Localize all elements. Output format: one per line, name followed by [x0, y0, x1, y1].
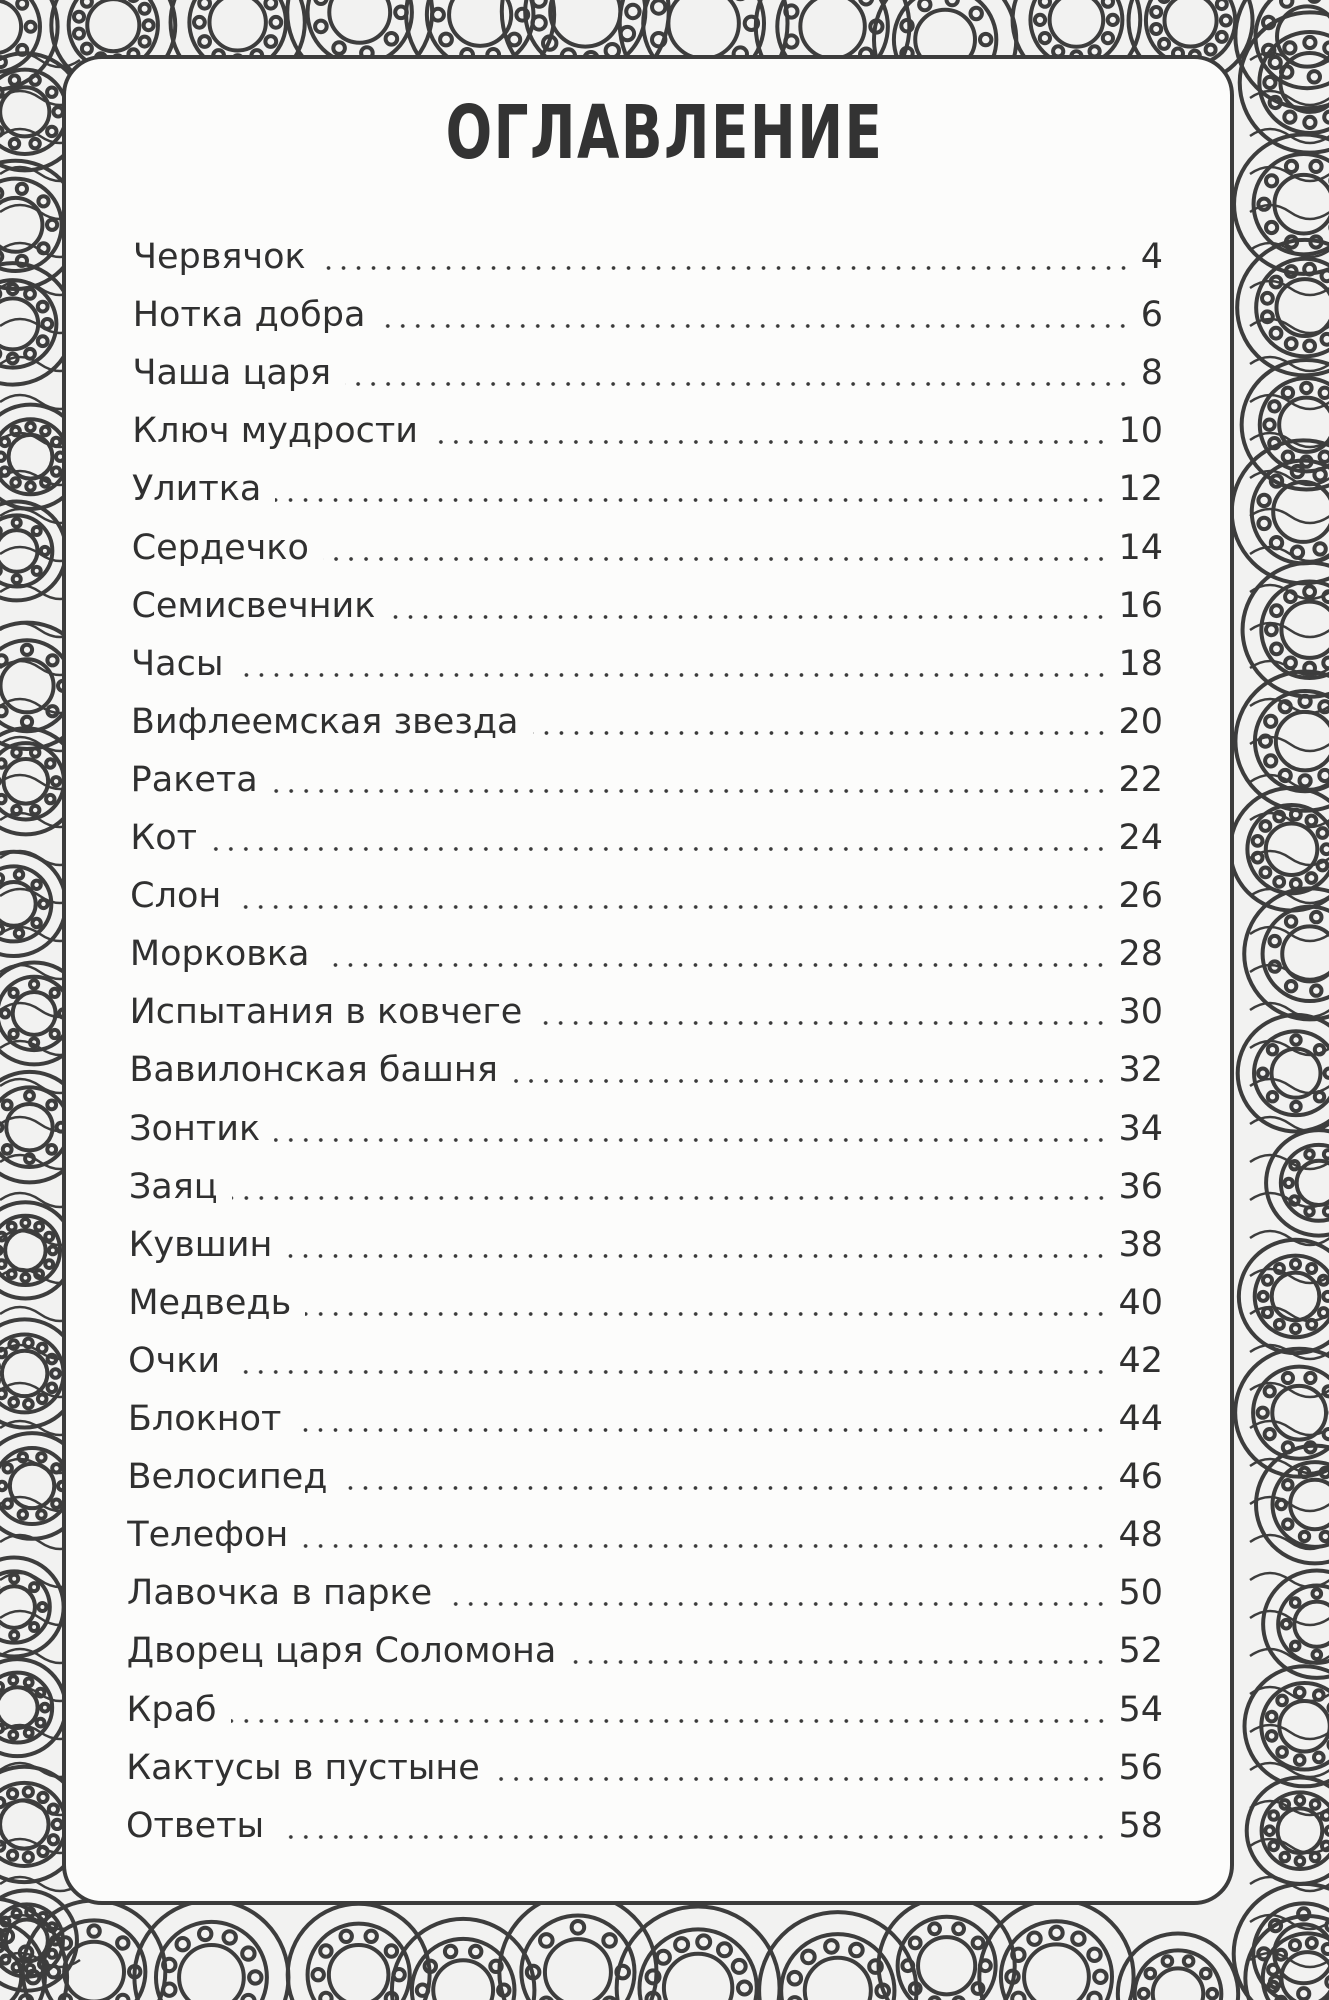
toc-entry[interactable]: [129, 926, 1163, 975]
toc-entry-title: Лавочка в парке: [127, 1573, 433, 1614]
toc-entry[interactable]: [132, 345, 1163, 394]
toc-entry-title: Дворец царя Соломона: [126, 1631, 557, 1672]
toc-entry[interactable]: [130, 868, 1163, 917]
toc-entry[interactable]: [129, 1101, 1163, 1147]
dot-leader: [379, 324, 1130, 328]
dot-leader: [512, 1079, 1109, 1083]
dot-leader: [232, 1196, 1109, 1200]
dot-leader: [302, 1544, 1108, 1548]
toc-entry-page-number: 46: [1118, 1457, 1163, 1498]
toc-entry-page-number: 48: [1118, 1515, 1163, 1556]
toc-entry[interactable]: [126, 1798, 1163, 1844]
toc-entry-page-number: 12: [1118, 469, 1163, 510]
toc-entry-page-number: 52: [1118, 1631, 1163, 1672]
dot-leader: [286, 1254, 1108, 1258]
toc-entry[interactable]: [131, 461, 1163, 510]
toc-entry-title: Ответы: [126, 1805, 265, 1846]
dot-leader: [231, 1719, 1109, 1723]
toc-entry-title: Слон: [130, 876, 222, 917]
toc-entry[interactable]: [130, 810, 1163, 856]
toc-entry[interactable]: [127, 1565, 1163, 1614]
dot-leader: [432, 440, 1108, 444]
toc-entry-title: Улитка: [131, 469, 262, 510]
toc-entry-title: Ключ мудрости: [132, 411, 419, 452]
toc-entry[interactable]: [127, 1449, 1163, 1498]
toc-entry-title: Блокнот: [127, 1399, 282, 1439]
dot-leader: [272, 789, 1109, 793]
toc-entry[interactable]: [129, 1042, 1163, 1091]
toc-entry[interactable]: [126, 1740, 1163, 1786]
toc-entry-page-number: 58: [1118, 1805, 1163, 1846]
toc-entry[interactable]: [127, 1682, 1163, 1728]
toc-entry-title: Часы: [131, 643, 224, 684]
toc-entry[interactable]: [129, 1159, 1163, 1205]
toc-entry-page-number: 18: [1118, 643, 1163, 684]
dot-leader: [275, 498, 1108, 502]
toc-entry[interactable]: [132, 287, 1163, 336]
dot-leader: [323, 557, 1109, 561]
toc-entry-title: Кактусы в пустыне: [126, 1747, 480, 1788]
toc-entry-page-number: 24: [1118, 818, 1163, 858]
toc-entry-title: Зонтик: [129, 1108, 261, 1149]
dot-leader: [570, 1660, 1108, 1664]
dot-leader: [234, 1370, 1108, 1374]
toc-entry-title: Телефон: [127, 1515, 289, 1556]
dot-leader: [211, 847, 1108, 851]
toc-entry[interactable]: [132, 403, 1163, 452]
toc-entry[interactable]: [132, 520, 1163, 566]
toc-entry-title: Испытания в ковчеге: [129, 992, 523, 1033]
toc-entry-page-number: 50: [1118, 1573, 1163, 1614]
toc-entry-page-number: 14: [1118, 527, 1163, 568]
dot-leader: [274, 1138, 1108, 1142]
toc-entry-title: Очки: [128, 1340, 221, 1381]
toc-entry-page-number: 16: [1118, 585, 1163, 626]
dot-leader: [536, 1021, 1108, 1025]
toc-entry-page-number: 42: [1118, 1340, 1163, 1381]
dot-leader: [238, 673, 1109, 677]
toc-entry-page-number: 6: [1140, 295, 1163, 336]
dot-leader: [320, 266, 1131, 270]
toc-entry-page-number: 4: [1140, 237, 1163, 277]
toc-entry-title: Велосипед: [127, 1457, 328, 1498]
toc-entry-title: Сердечко: [131, 527, 309, 568]
dot-leader: [341, 1486, 1108, 1490]
toc-entry[interactable]: [131, 636, 1163, 682]
toc-entry-title: Морковка: [129, 934, 310, 975]
toc-entry[interactable]: [131, 694, 1163, 740]
toc-entry-page-number: 34: [1118, 1108, 1163, 1149]
toc-entry-page-number: 22: [1118, 759, 1163, 800]
toc-entry-page-number: 30: [1118, 992, 1163, 1033]
toc-entry-title: Ракета: [130, 759, 258, 800]
toc-entry-title: Медведь: [128, 1282, 292, 1323]
toc-entry[interactable]: [128, 1391, 1163, 1437]
toc-entry-title: Червячок: [133, 237, 306, 277]
toc-entry-page-number: 8: [1140, 353, 1163, 394]
toc-entry[interactable]: [131, 578, 1163, 624]
toc-entry-page-number: 32: [1118, 1050, 1163, 1091]
dot-leader: [494, 1777, 1109, 1781]
dot-leader: [278, 1835, 1108, 1839]
toc-entry-page-number: 36: [1118, 1166, 1163, 1207]
toc-entry-page-number: 26: [1118, 876, 1163, 917]
toc-entry-page-number: 44: [1118, 1399, 1163, 1439]
toc-entry-title: Чаша царя: [132, 353, 332, 394]
toc-entry[interactable]: [128, 1333, 1163, 1379]
toc-entry-title: Семисвечник: [131, 585, 376, 626]
dot-leader: [323, 963, 1108, 967]
toc-entry-title: Кувшин: [128, 1224, 273, 1265]
toc-entry[interactable]: [129, 1217, 1163, 1263]
dot-leader: [305, 1312, 1108, 1316]
toc-entry-page-number: 38: [1118, 1224, 1163, 1265]
toc-entry-title: Краб: [126, 1689, 217, 1730]
dot-leader: [389, 615, 1108, 619]
toc-entry[interactable]: [129, 984, 1163, 1033]
toc-entry-title: Вавилонская башня: [129, 1050, 498, 1091]
toc-entry-title: Заяц: [128, 1166, 218, 1207]
toc-entry[interactable]: [133, 229, 1163, 275]
toc-entry-page-number: 54: [1118, 1689, 1163, 1730]
dot-leader: [446, 1602, 1108, 1606]
page-title: ОГЛАВЛЕНИЕ: [445, 90, 884, 176]
toc-entry[interactable]: [131, 752, 1163, 798]
dot-leader: [235, 905, 1108, 909]
toc-entry[interactable]: [127, 1507, 1163, 1556]
toc-entry[interactable]: [128, 1275, 1163, 1321]
dot-leader: [295, 1428, 1108, 1432]
toc-entry-page-number: 10: [1118, 411, 1163, 452]
dot-leader: [345, 382, 1131, 386]
toc-entry-title: Кот: [130, 818, 198, 858]
dot-leader: [533, 731, 1109, 735]
toc-entry-title: Нотка добра: [132, 295, 366, 336]
toc-entry-title: Вифлеемская звезда: [130, 701, 519, 742]
toc-entry-page-number: 20: [1118, 701, 1163, 742]
toc-entry-page-number: 40: [1118, 1282, 1163, 1323]
toc-entry[interactable]: [126, 1623, 1163, 1672]
toc-entry-page-number: 56: [1118, 1747, 1163, 1788]
toc-entry-page-number: 28: [1118, 934, 1163, 975]
